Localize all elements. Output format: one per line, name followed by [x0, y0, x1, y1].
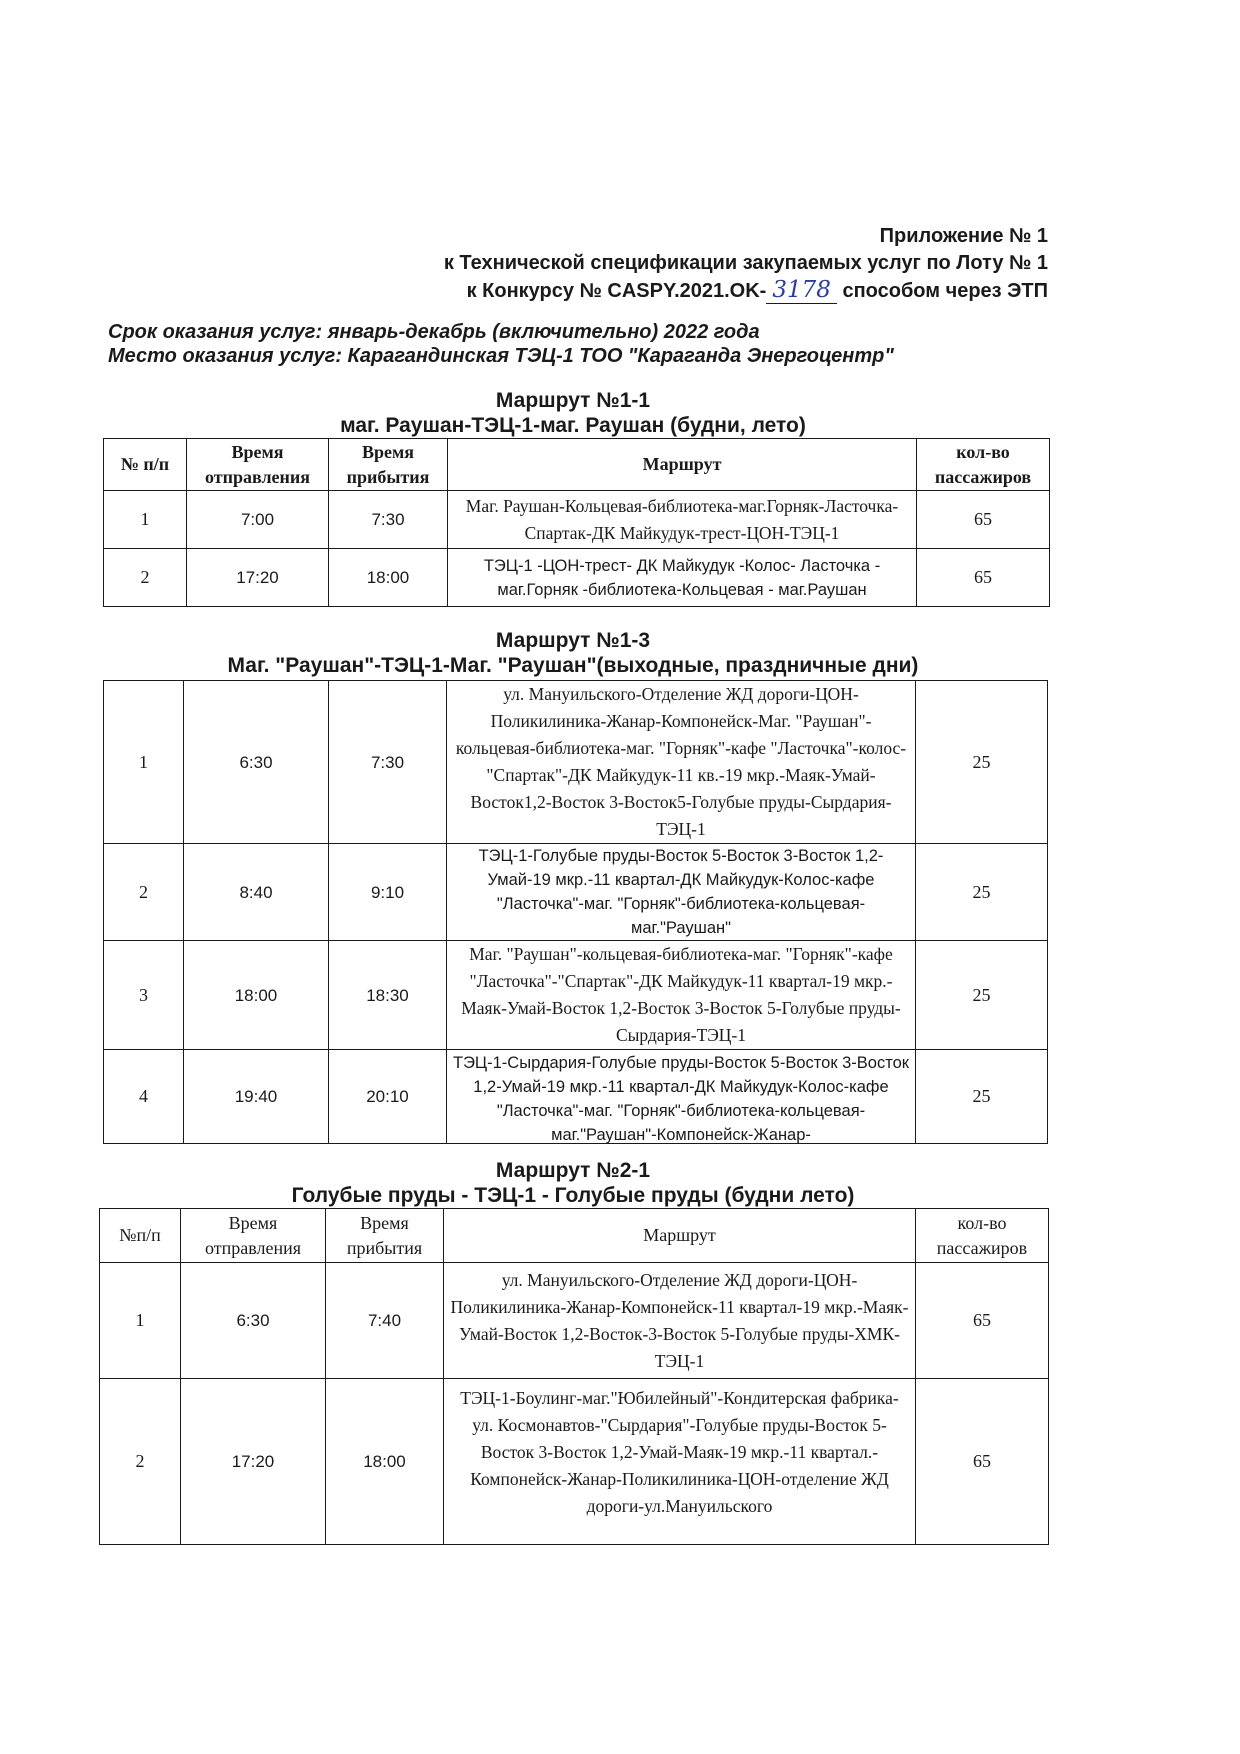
- cell-no: 2: [100, 1379, 181, 1545]
- cell-passengers: 25: [916, 681, 1048, 844]
- cell-arrive: 18:00: [326, 1379, 444, 1545]
- service-place: Место оказания услуг: Карагандинская ТЭЦ-1 ТОО "Караганда Энергоцентр": [108, 345, 894, 367]
- header-route: Маршрут: [444, 1209, 916, 1263]
- route-2-1-number: Маршрут №2-1: [495, 1159, 651, 1182]
- cell-depart: 7:00: [187, 491, 329, 549]
- route-1-1-table: [103, 438, 1050, 607]
- table-row: [104, 941, 1048, 1050]
- cell-arrive: 7:30: [329, 491, 448, 549]
- cell-route: [447, 1050, 916, 1144]
- cell-depart: 8:40: [184, 844, 329, 941]
- contest-prefix: к Конкурсу № CASPY.2021.OK-: [466, 280, 767, 302]
- header-route: Маршрут: [448, 439, 917, 491]
- header-depart: Время отправления: [181, 1209, 326, 1263]
- route-1-3-table: [103, 680, 1048, 1144]
- contest-suffix: способом через ЭТП: [836, 280, 1048, 302]
- route-2-1-subtitle: Голубые пруды - ТЭЦ-1 - Голубые пруды (будни лето): [291, 1184, 855, 1207]
- cell-passengers: 65: [916, 1263, 1049, 1379]
- handwritten-contest-number: 3178: [766, 277, 837, 304]
- cell-depart: 6:30: [181, 1263, 326, 1379]
- cell-no: 1: [104, 681, 184, 844]
- header-depart: Время отправления: [187, 439, 329, 491]
- cell-no: 1: [104, 491, 187, 549]
- header-arrive: Время прибытия: [329, 439, 448, 491]
- cell-no: 2: [104, 549, 187, 607]
- cell-passengers: 25: [916, 844, 1048, 941]
- cell-arrive: 18:30: [329, 941, 447, 1050]
- table-header-row: [104, 439, 1050, 491]
- table-row: [104, 549, 1050, 607]
- route-1-1-subtitle: маг. Раушан-ТЭЦ-1-маг. Раушан (будни, лето): [340, 414, 806, 437]
- cell-depart: 19:40: [184, 1050, 329, 1144]
- service-period: Срок оказания услуг: январь-декабрь (включительно) 2022 года: [108, 321, 760, 343]
- table-header-row: [100, 1209, 1049, 1263]
- cell-passengers: 65: [917, 491, 1050, 549]
- cell-arrive: 9:10: [329, 844, 447, 941]
- cell-route: Маг. "Раушан"-кольцевая-библиотека-маг. "Горняк"-кафе "Ласточка"-"Спартак"-ДК Майкудук-11 квартал-19 мкр.-Маяк-Умай-Восток 1,2-Восток 3-Восток 5-Голубые пруды-Сырдария-ТЭЦ-1: [447, 941, 916, 1050]
- appendix-line-1: Приложение № 1: [879, 225, 1048, 247]
- cell-no: 2: [104, 844, 184, 941]
- header-passengers: кол-во пассажиров: [916, 1209, 1049, 1263]
- header-passengers: кол-во пассажиров: [917, 439, 1050, 491]
- route-1-1-title: [96, 388, 1050, 438]
- header-no: № п/п: [104, 439, 187, 491]
- route-1-3-subtitle: Маг. "Раушан"-ТЭЦ-1-Маг. "Раушан"(выходные, праздничные дни): [227, 654, 919, 677]
- service-terms: [108, 320, 894, 368]
- route-1-3-number: Маршрут №1-3: [495, 629, 651, 652]
- header-arrive: Время прибытия: [326, 1209, 444, 1263]
- header-no: №п/п: [100, 1209, 181, 1263]
- table-row: [104, 681, 1048, 844]
- cell-passengers: 65: [917, 549, 1050, 607]
- table-row: [104, 844, 1048, 941]
- table-row: [100, 1379, 1049, 1545]
- cell-route: ТЭЦ-1-Голубые пруды-Восток 5-Восток 3-Восток 1,2-Умай-19 мкр.-11 квартал-ДК Майкудук-Колос-кафе "Ласточка"-маг. "Горняк"-библиотека-кольцевая-маг."Раушан": [447, 844, 916, 941]
- cell-depart: 17:20: [181, 1379, 326, 1545]
- table-row: [104, 1050, 1048, 1144]
- cell-passengers: 65: [916, 1379, 1049, 1545]
- cell-passengers: 25: [916, 1050, 1048, 1144]
- cell-route: Маг. Раушан-Кольцевая-библиотека-маг.Горняк-Ласточка-Спартак-ДК Майкудук-трест-ЦОН-ТЭЦ-1: [448, 491, 917, 549]
- cell-no: 3: [104, 941, 184, 1050]
- cell-arrive: 7:40: [326, 1263, 444, 1379]
- cell-route: ул. Мануильского-Отделение ЖД дороги-ЦОН-Поликилиника-Жанар-Компонейск-Маг. "Раушан"-кольцевая-библиотека-маг. "Горняк"-кафе "Ласточка"-колос-"Спартак"-ДК Майкудук-11 кв.-19 мкр.-Маяк-Умай-Восток1,2-Восток 3-Восток5-Голубые пруды-Сырдария-ТЭЦ-1: [447, 681, 916, 844]
- cell-no: 1: [100, 1263, 181, 1379]
- cell-route-text: ТЭЦ-1-Сырдария-Голубые пруды-Восток 5-Восток 3-Восток 1,2-Умай-19 мкр.-11 квартал-ДК Майкудук-Колос-кафе "Ласточка"-маг. "Горняк"-библиотека-кольцевая-маг."Раушан"-Компонейск-Жанар-: [452, 1053, 909, 1143]
- route-2-1-title: [96, 1158, 1050, 1208]
- cell-depart: 18:00: [184, 941, 329, 1050]
- cell-arrive: 7:30: [329, 681, 447, 844]
- cell-route: ТЭЦ-1-Боулинг-маг."Юбилейный"-Кондитерская фабрика- ул. Космонавтов-"Сырдария"-Голубые пруды-Восток 5-Восток 3-Восток 1,2-Умай-Маяк-19 мкр.-11 квартал.-Компонейск-Жанар-Поликилиника-ЦОН-отделение ЖД дороги-ул.Мануильского: [444, 1379, 916, 1545]
- appendix-line-3: [444, 277, 1048, 305]
- cell-passengers: 25: [916, 941, 1048, 1050]
- cell-depart: 6:30: [184, 681, 329, 844]
- cell-depart: 17:20: [187, 549, 329, 607]
- cell-arrive: 20:10: [329, 1050, 447, 1144]
- appendix-header: [444, 223, 1048, 305]
- route-2-1-table: [99, 1208, 1049, 1545]
- cell-route: ТЭЦ-1 -ЦОН-трест- ДК Майкудук -Колос- Ласточка - маг.Горняк -библиотека-Кольцевая - маг.Раушан: [448, 549, 917, 607]
- route-1-3-title: [96, 628, 1050, 678]
- cell-route: ул. Мануильского-Отделение ЖД дороги-ЦОН-Поликилиника-Жанар-Компонейск-11 квартал-19 мкр.-Маяк-Умай-Восток 1,2-Восток-3-Восток 5-Голубые пруды-ХМК-ТЭЦ-1: [444, 1263, 916, 1379]
- table-row: [100, 1263, 1049, 1379]
- route-1-1-number: Маршрут №1-1: [495, 389, 651, 412]
- cell-arrive: 18:00: [329, 549, 448, 607]
- appendix-line-2: к Технической спецификации закупаемых услуг по Лоту № 1: [443, 252, 1048, 274]
- cell-no: 4: [104, 1050, 184, 1144]
- table-row: [104, 491, 1050, 549]
